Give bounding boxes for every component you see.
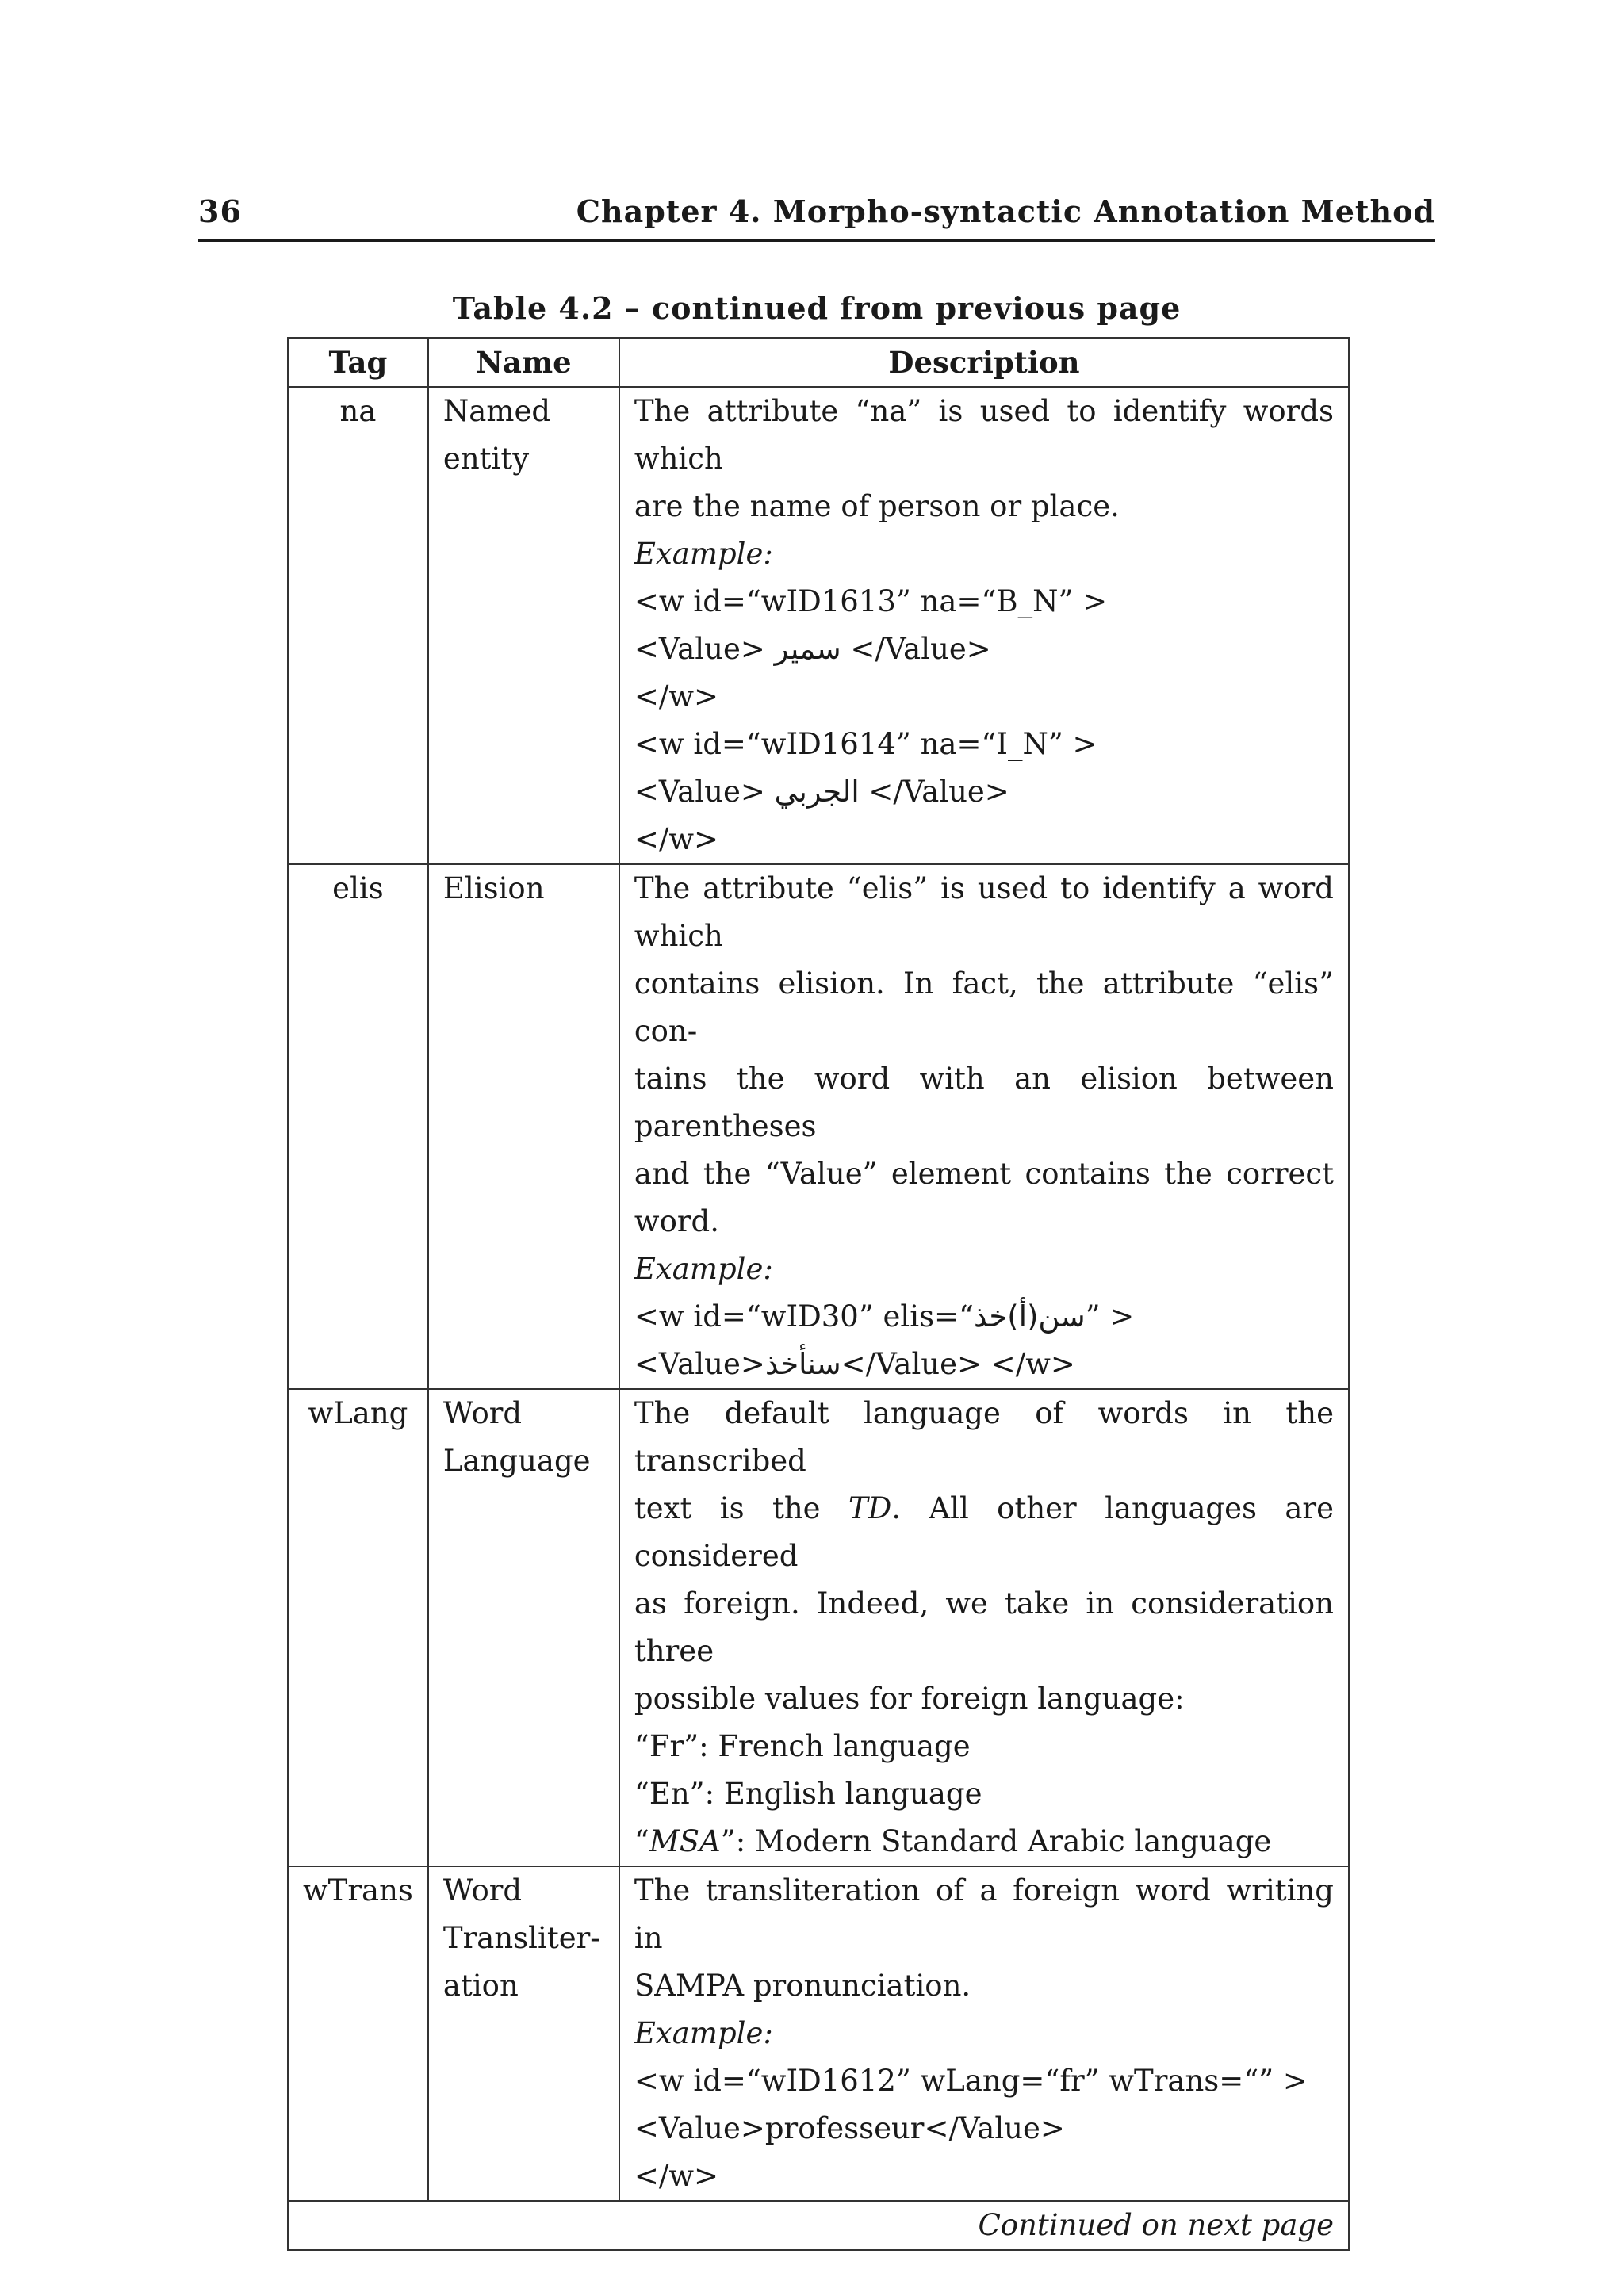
description-line: The attribute “na” is used to identify words which [634,394,1334,476]
code-line [634,1293,1334,1341]
description-text: ”: Modern Standard Arabic language [720,1824,1272,1858]
name-cell [428,387,619,864]
language-option: “Fr”: French language [634,1729,971,1763]
arabic-word: سن(أ)خذ [973,1299,1086,1334]
tag-cell: elis [288,864,428,1389]
name-cell [428,1389,619,1866]
code-line [634,626,1334,673]
continued-note: Continued on next page [288,2201,1349,2250]
code-text: </Value> [841,632,991,666]
code-text: <Value> [634,1347,765,1381]
table-header-row [288,338,1349,387]
description-cell [619,1866,1349,2201]
table-row-wtrans [288,1866,1349,2201]
name-line: Transliter- [442,1921,600,1955]
name-line: entity [442,442,530,476]
name-line: Named [442,394,551,428]
description-line: The attribute “elis” is used to identify a word which [634,871,1334,953]
column-header-tag: Tag [288,338,428,387]
math-symbol: TD [848,1491,892,1525]
page-number: 36 [198,193,242,229]
language-option [634,1818,1334,1866]
column-header-name: Name [428,338,619,387]
description-line: possible values for foreign language: [634,1682,1185,1716]
description-line: contains elision. In fact, the attribute “elis” con- [634,966,1334,1048]
description-text: . All other languages are considered [634,1491,1334,1573]
code-line: </w> [634,2159,719,2193]
name-line: Language [442,1444,591,1478]
code-line: </w> [634,822,719,856]
page-header [198,193,1435,242]
language-option: “En”: English language [634,1777,982,1811]
description-cell [619,864,1349,1389]
tag-cell: wTrans [288,1866,428,2201]
code-text: ” > [1085,1299,1135,1334]
arabic-word: الجربي [774,775,860,809]
table-row-elis [288,864,1349,1389]
description-text: text is the [634,1491,848,1525]
code-text: <Value> [634,632,775,666]
code-text: <Value> [634,775,775,809]
tag-cell: wLang [288,1389,428,1866]
tag-description-table [287,337,1350,2251]
description-line: and the “Value” element contains the correct word. [634,1157,1334,1238]
description-line: The transliteration of a foreign word writing in [634,1873,1334,1955]
name-cell [428,864,619,1389]
name-line: Elision [442,871,545,905]
code-text: </Value> </w> [841,1347,1075,1381]
code-line: <w id=“wID1613” na=“B_N” > [634,584,1108,618]
description-line: The default language of words in the transcribed [634,1396,1334,1478]
description-text: “ [634,1824,649,1858]
code-line: </w> [634,679,719,714]
name-line: ation [442,1969,519,2003]
example-label: Example: [634,537,773,571]
description-line: SAMPA pronunciation. [634,1969,971,2003]
code-line [634,1341,1334,1388]
description-line: as foreign. Indeed, we take in consideration three [634,1586,1334,1668]
chapter-title: Chapter 4. Morpho-syntactic Annotation Method [576,193,1435,229]
name-line: Word [442,1396,523,1430]
example-label: Example: [634,2016,773,2050]
table-caption: Table 4.2 – continued from previous page [452,290,1182,326]
code-line: <Value>professeur</Value> [634,2111,1065,2145]
example-label: Example: [634,1252,773,1286]
column-header-description: Description [619,338,1349,387]
tag-cell: na [288,387,428,864]
code-line [634,768,1334,816]
name-cell [428,1866,619,2201]
table-continued-row [288,2201,1349,2250]
name-line: Word [442,1873,523,1908]
code-text: <w id=“wID30” elis=“ [634,1299,974,1334]
arabic-word: سمير [774,632,841,666]
description-line [634,1485,1334,1580]
description-cell [619,1389,1349,1866]
code-text: </Value> [859,775,1009,809]
code-line: <w id=“wID1612” wLang=“fr” wTrans=“” > [634,2064,1308,2098]
code-line: <w id=“wID1614” na=“I_N” > [634,727,1097,761]
math-symbol: MSA [649,1824,721,1858]
table-row-wlang [288,1389,1349,1866]
description-line: tains the word with an elision between parentheses [634,1062,1334,1143]
description-cell [619,387,1349,864]
table-row-na [288,387,1349,864]
description-line: are the name of person or place. [634,489,1120,523]
arabic-word: سنأخذ [764,1347,841,1381]
